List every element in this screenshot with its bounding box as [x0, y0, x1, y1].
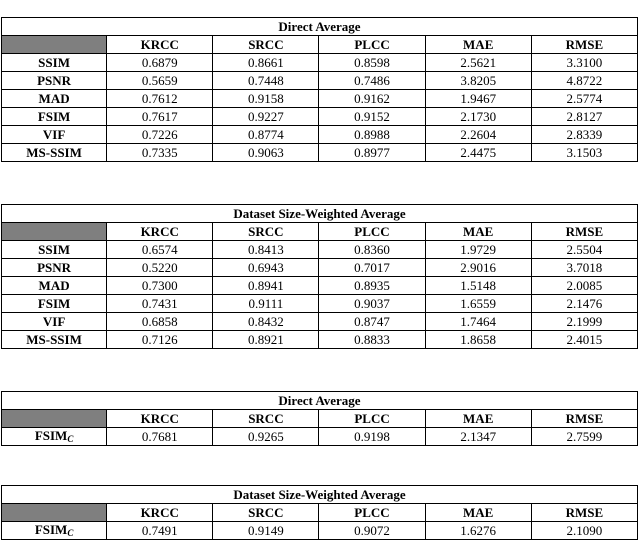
table-cell: 3.3100 — [531, 54, 637, 72]
table-row — [2, 428, 638, 446]
table-cell: 0.8935 — [319, 277, 425, 295]
corner-cell — [2, 223, 107, 241]
table-row — [2, 144, 638, 162]
row-label: PSNR — [2, 72, 107, 90]
table-cell: 0.7486 — [319, 72, 425, 90]
table-cell: 0.8977 — [319, 144, 425, 162]
table-cell: 2.1730 — [425, 108, 531, 126]
table-row — [2, 313, 638, 331]
table-cell: 2.8339 — [531, 126, 637, 144]
column-header: SRCC — [213, 223, 319, 241]
table-cell: 0.6943 — [213, 259, 319, 277]
table-cell: 2.7599 — [531, 428, 637, 446]
table-cell: 0.7612 — [107, 90, 213, 108]
table-cell: 0.5659 — [107, 72, 213, 90]
column-header: KRCC — [107, 36, 213, 54]
fsimc-direct-average-table — [1, 391, 638, 446]
table-cell: 2.9016 — [425, 259, 531, 277]
row-label: MS-SSIM — [2, 331, 107, 349]
table-cell: 0.5220 — [107, 259, 213, 277]
table-cell: 0.9198 — [319, 428, 425, 446]
column-header: RMSE — [531, 410, 637, 428]
table-cell: 2.1347 — [425, 428, 531, 446]
table-cell: 0.7681 — [107, 428, 213, 446]
table-cell: 1.6559 — [425, 295, 531, 313]
corner-cell — [2, 36, 107, 54]
row-label-subscript: C — [67, 528, 74, 538]
table-cell: 1.5148 — [425, 277, 531, 295]
table-row — [2, 90, 638, 108]
column-header: RMSE — [531, 223, 637, 241]
table-cell: 2.2604 — [425, 126, 531, 144]
corner-cell — [2, 410, 107, 428]
table-cell: 0.6574 — [107, 241, 213, 259]
table-cell: 0.8941 — [213, 277, 319, 295]
table-row — [2, 108, 638, 126]
table-cell: 2.5504 — [531, 241, 637, 259]
table-cell: 0.8747 — [319, 313, 425, 331]
column-header: PLCC — [319, 410, 425, 428]
table-cell: 2.8127 — [531, 108, 637, 126]
table-cell: 2.5774 — [531, 90, 637, 108]
table-cell: 0.9063 — [213, 144, 319, 162]
header-row — [2, 410, 638, 428]
header-row — [2, 223, 638, 241]
table-cell: 0.8661 — [213, 54, 319, 72]
table-cell: 0.7017 — [319, 259, 425, 277]
table-cell: 0.7335 — [107, 144, 213, 162]
fsimc-weighted-average-table — [1, 485, 638, 540]
table-row — [2, 295, 638, 313]
row-label: PSNR — [2, 259, 107, 277]
table-cell: 0.7126 — [107, 331, 213, 349]
table-cell: 0.6858 — [107, 313, 213, 331]
table-cell: 3.8205 — [425, 72, 531, 90]
table-cell: 0.9152 — [319, 108, 425, 126]
table-cell: 1.7464 — [425, 313, 531, 331]
column-header: PLCC — [319, 504, 425, 522]
column-header: RMSE — [531, 36, 637, 54]
row-label: MS-SSIM — [2, 144, 107, 162]
table-cell: 0.9111 — [213, 295, 319, 313]
table-cell: 2.5621 — [425, 54, 531, 72]
table-cell: 2.1476 — [531, 295, 637, 313]
column-header: KRCC — [107, 504, 213, 522]
column-header: MAE — [425, 504, 531, 522]
table-cell: 0.8921 — [213, 331, 319, 349]
table-cell: 0.7491 — [107, 522, 213, 540]
table-cell: 0.8988 — [319, 126, 425, 144]
row-label: SSIM — [2, 54, 107, 72]
row-label — [2, 522, 107, 540]
table-cell: 0.7226 — [107, 126, 213, 144]
column-header: PLCC — [319, 36, 425, 54]
row-label-text: FSIM — [34, 428, 68, 443]
row-label: FSIM — [2, 108, 107, 126]
table-row — [2, 277, 638, 295]
table-cell: 0.8598 — [319, 54, 425, 72]
table-cell: 3.7018 — [531, 259, 637, 277]
table-cell: 2.1090 — [531, 522, 637, 540]
row-label: MAD — [2, 90, 107, 108]
row-label: VIF — [2, 313, 107, 331]
row-label-text: FSIM — [34, 522, 68, 537]
header-row — [2, 504, 638, 522]
table-cell: 0.7617 — [107, 108, 213, 126]
header-row — [2, 36, 638, 54]
table-cell: 1.9467 — [425, 90, 531, 108]
table-cell: 0.8360 — [319, 241, 425, 259]
table-cell: 2.4015 — [531, 331, 637, 349]
table-cell: 0.8432 — [213, 313, 319, 331]
column-header: MAE — [425, 223, 531, 241]
table-cell: 0.9072 — [319, 522, 425, 540]
table-cell: 0.8774 — [213, 126, 319, 144]
table-cell: 1.8658 — [425, 331, 531, 349]
table-cell: 3.1503 — [531, 144, 637, 162]
table-cell: 0.8413 — [213, 241, 319, 259]
table-cell: 4.8722 — [531, 72, 637, 90]
table-cell: 0.9149 — [213, 522, 319, 540]
table-row — [2, 259, 638, 277]
table-cell: 0.6879 — [107, 54, 213, 72]
direct-average-table — [1, 17, 638, 162]
table-row — [2, 72, 638, 90]
table-cell: 2.4475 — [425, 144, 531, 162]
table-title: Dataset Size-Weighted Average — [2, 205, 638, 223]
table-cell: 2.1999 — [531, 313, 637, 331]
table-cell: 0.9158 — [213, 90, 319, 108]
table-cell: 1.9729 — [425, 241, 531, 259]
corner-cell — [2, 504, 107, 522]
table-row — [2, 241, 638, 259]
table-cell: 0.7448 — [213, 72, 319, 90]
table-row — [2, 126, 638, 144]
table-cell: 0.7300 — [107, 277, 213, 295]
column-header: SRCC — [213, 36, 319, 54]
row-label — [2, 428, 107, 446]
table-cell: 0.9265 — [213, 428, 319, 446]
column-header: KRCC — [107, 410, 213, 428]
table-cell: 1.6276 — [425, 522, 531, 540]
row-label: MAD — [2, 277, 107, 295]
table-cell: 0.8833 — [319, 331, 425, 349]
table-cell: 2.0085 — [531, 277, 637, 295]
row-label: FSIM — [2, 295, 107, 313]
column-header: PLCC — [319, 223, 425, 241]
row-label: SSIM — [2, 241, 107, 259]
table-title: Direct Average — [2, 392, 638, 410]
table-row — [2, 54, 638, 72]
column-header: SRCC — [213, 410, 319, 428]
table-title: Direct Average — [2, 18, 638, 36]
row-label-subscript: C — [67, 434, 74, 444]
column-header: MAE — [425, 410, 531, 428]
table-row — [2, 522, 638, 540]
table-cell: 0.7431 — [107, 295, 213, 313]
table-cell: 0.9162 — [319, 90, 425, 108]
row-label: VIF — [2, 126, 107, 144]
table-title: Dataset Size-Weighted Average — [2, 486, 638, 504]
column-header: MAE — [425, 36, 531, 54]
column-header: SRCC — [213, 504, 319, 522]
column-header: RMSE — [531, 504, 637, 522]
table-cell: 0.9037 — [319, 295, 425, 313]
column-header: KRCC — [107, 223, 213, 241]
table-cell: 0.9227 — [213, 108, 319, 126]
weighted-average-table — [1, 204, 638, 349]
table-row — [2, 331, 638, 349]
